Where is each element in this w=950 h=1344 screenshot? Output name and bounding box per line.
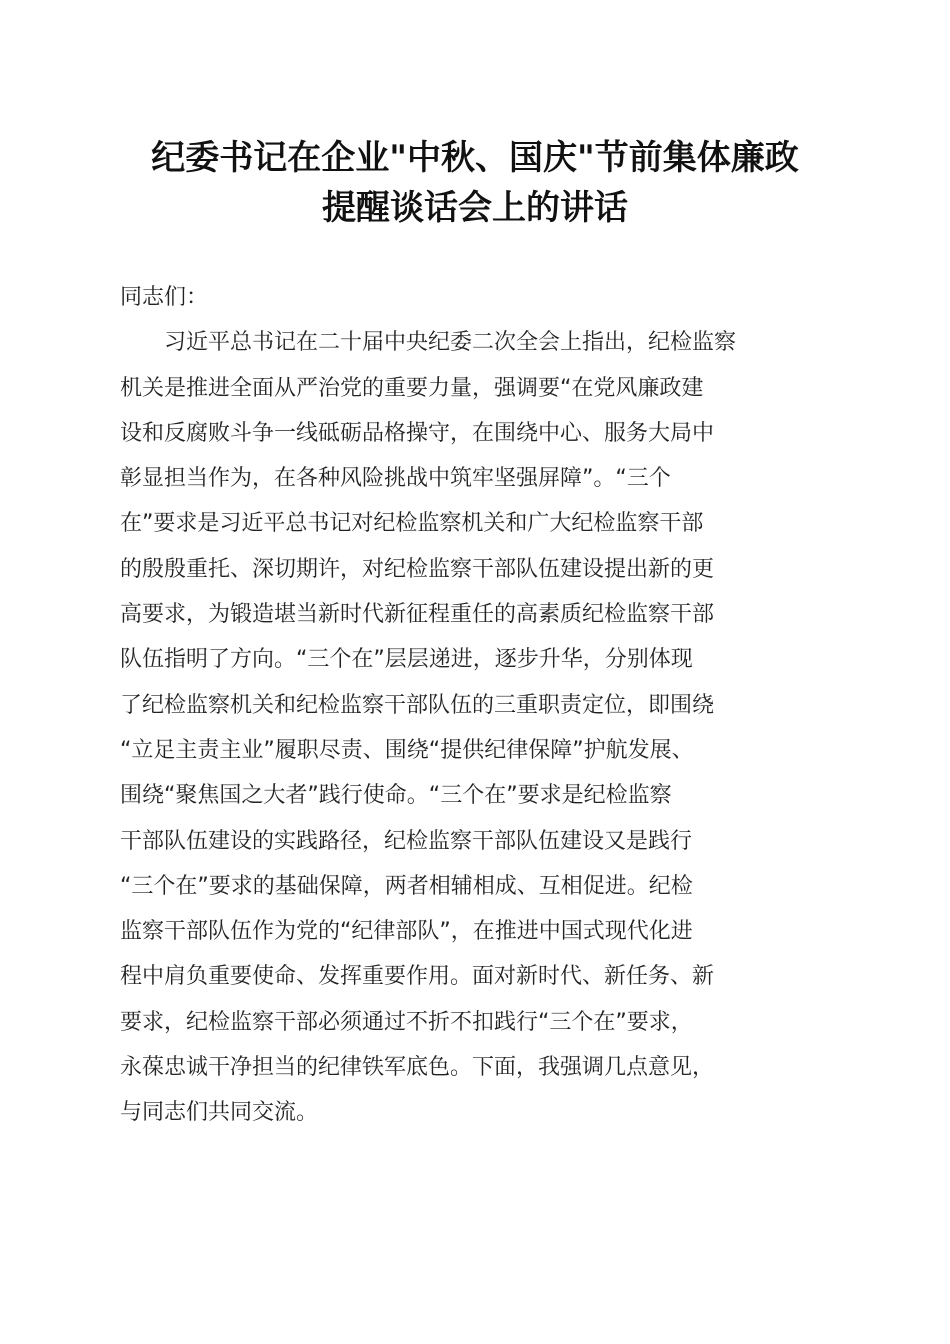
title-line: 纪委书记在企业"中秋、国庆"节前集体廉政 — [151, 138, 799, 178]
paragraph-line: 监察干部队伍作为党的“纪律部队”，在推进中国式现代化进 — [120, 919, 693, 945]
paragraph-line: 要求，纪检监察干部必须通过不折不扣践行“三个在”要求， — [120, 1009, 693, 1035]
greeting: 同志们： — [120, 285, 209, 310]
paragraph-line: 习近平总书记在二十届中央纪委二次全会上指出，纪检监察 — [164, 330, 737, 356]
document-title — [100, 133, 850, 233]
paragraph-line: 在”要求是习近平总书记对纪检监察机关和广大纪检监察干部 — [120, 511, 704, 537]
paragraph-line: “立足主责主业”履职尽责、围绕“提供纪律保障”护航发展、 — [120, 737, 694, 763]
paragraph-line: 干部队伍建设的实践路径，纪检监察干部队伍建设又是践行 — [120, 828, 693, 854]
paragraph-line: 高要求，为锻造堪当新时代新征程重任的高素质纪检监察干部 — [120, 602, 715, 628]
title-line: 提醒谈话会上的讲话 — [322, 188, 628, 228]
paragraph-line: 的殷殷重托、深切期许，对纪检监察干部队伍建设提出新的更 — [120, 556, 715, 582]
paragraph-line: 围绕“聚焦国之大者”践行使命。“三个在”要求是纪检监察 — [120, 783, 672, 809]
paragraph-line: 队伍指明了方向。“三个在”层层递进，逐步升华，分别体现 — [120, 647, 693, 673]
document-body — [120, 275, 840, 1136]
paragraph-line: 机关是推进全面从严治党的重要力量，强调要“在党风廉政建 — [120, 375, 704, 401]
paragraph-line: 程中肩负重要使命、发挥重要作用。面对新时代、新任务、新 — [120, 964, 715, 990]
paragraph-line: “三个在”要求的基础保障，两者相辅相成、互相促进。纪检 — [120, 873, 693, 899]
paragraph-line: 与同志们共同交流。 — [120, 1100, 319, 1126]
paragraph-line: 了纪检监察机关和纪检监察干部队伍的三重职责定位，即围绕 — [120, 692, 715, 718]
paragraph — [120, 320, 840, 1135]
paragraph-line: 彰显担当作为，在各种风险挑战中筑牢坚强屏障”。“三个 — [120, 466, 671, 492]
paragraph-line: 永葆忠诚干净担当的纪律铁军底色。下面，我强调几点意见， — [120, 1055, 715, 1081]
paragraph-line: 设和反腐败斗争一线砥砺品格操守，在围绕中心、服务大局中 — [120, 420, 715, 446]
